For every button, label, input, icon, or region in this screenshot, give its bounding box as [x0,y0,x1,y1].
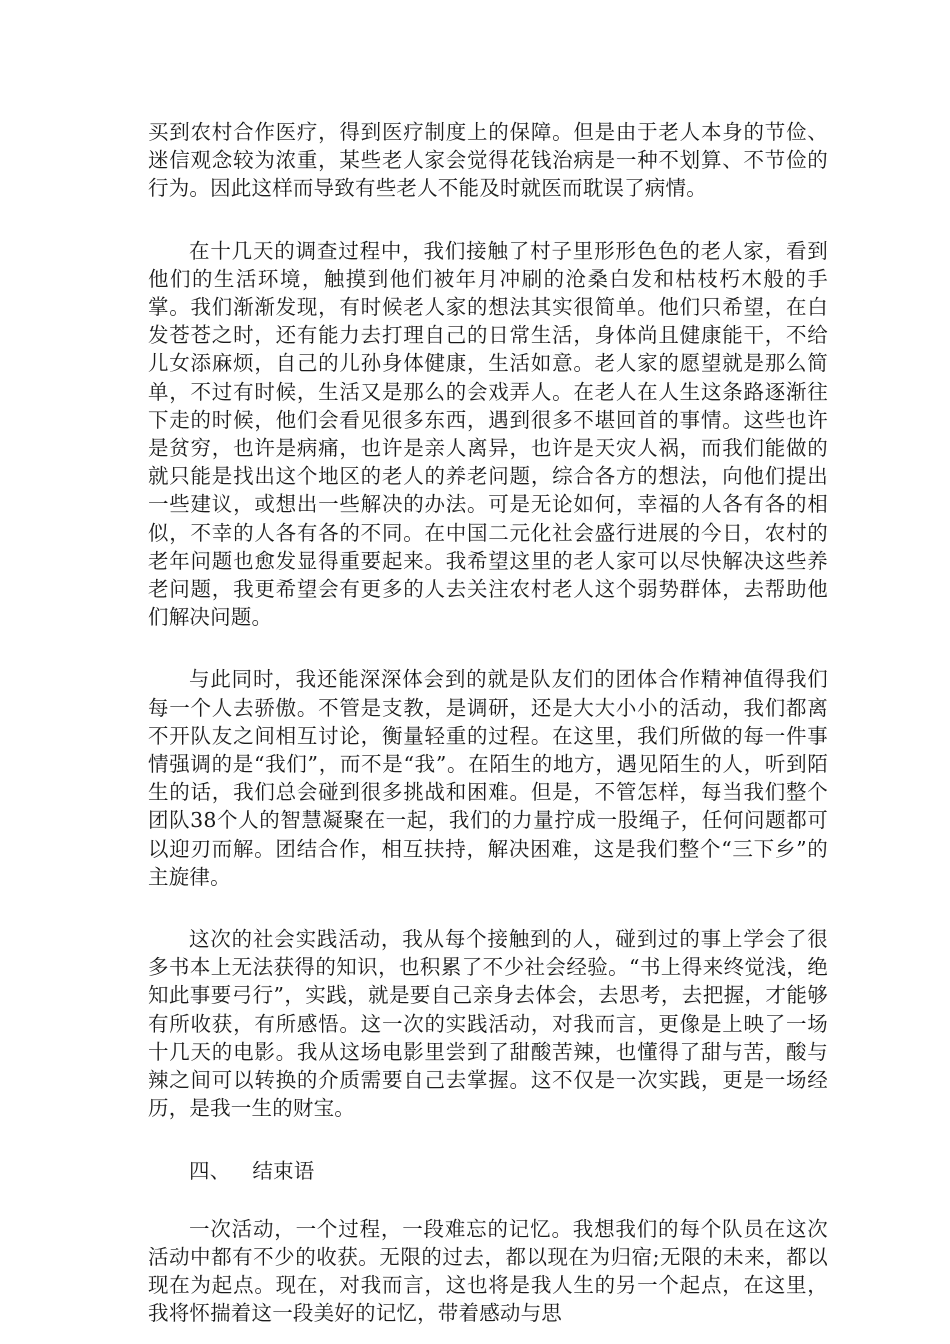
section-heading [148,1157,828,1185]
section-number: 四、 [189,1158,231,1183]
section-title: 结束语 [252,1158,315,1183]
paragraph-closing: 一次活动，一个过程，一段难忘的记忆。我想我们的每个队员在这次活动中都有不少的收获。无限的过去，都以现在为归宿;无限的未来，都以现在为起点。现在，对我而言，这也将是我人生的另一个起点，在这里，我将怀揣着这一段美好的记忆，带着感动与思 [148,1216,828,1326]
paragraph-practice-reflection: 这次的社会实践活动，我从每个接触到的人，碰到过的事上学会了很多书本上无法获得的知识，也积累了不少社会经验。“书上得来终觉浅，绝知此事要弓行”，实践，就是要自己亲身去体会，去思考，去把握，才能够有所收获，有所感悟。这一次的实践活动，对我而言，更像是上映了一场十几天的电影。我从这场电影里尝到了甜酸苦辣，也懂得了甜与苦，酸与辣之间可以转换的介质需要自己去掌握。这不仅是一次实践，更是一场经历，是我一生的财宝。 [148,927,828,1121]
paragraph-medical-care: 买到农村合作医疗，得到医疗制度上的保障。但是由于老人本身的节俭、迷信观念较为浓重，某些老人家会觉得花钱治病是一种不划算、不节俭的行为。因此这样而导致有些老人不能及时就医而耽误了病情。 [148,120,828,201]
paragraph-teamwork: 与此同时，我还能深深体会到的就是队友们的团体合作精神值得我们每一个人去骄傲。不管是支教，是调研，还是大大小小的活动，我们都离不开队友之间相互讨论，衡量轻重的过程。在这里，我们所做的每一件事情强调的是“我们”，而不是“我”。在陌生的地方，遇见陌生的人，听到陌生的话，我们总会碰到很多挑战和困难。但是，不管怎样，每当我们整个团队38个人的智慧凝聚在一起，我们的力量拧成一股绳子，任何问题都可以迎刃而解。团结合作，相互扶持，解决困难，这是我们整个“三下乡”的主旋律。 [148,667,828,889]
document-page [148,118,828,1328]
paragraph-survey-process: 在十几天的调查过程中，我们接触了村子里形形色色的老人家，看到他们的生活环境，触摸到他们被年月冲刷的沧桑白发和枯枝朽木般的手掌。我们渐渐发现，有时候老人家的想法其实很简单。他们只希望，在白发苍苍之时，还有能力去打理自己的日常生活，身体尚且健康能干，不给儿女添麻烦，自己的儿孙身体健康，生活如意。老人家的愿望就是那么简单，不过有时候，生活又是那么的会戏弄人。在老人在人生这条路逐渐往下走的时候，他们会看见很多东西，遇到很多不堪回首的事情。这些也许是贫穷，也许是病痛，也许是亲人离异，也许是天灾人祸，而我们能做的就只能是找出这个地区的老人的养老问题，综合各方的想法，向他们提出一些建议，或想出一些解决的办法。可是无论如何，幸福的人各有各的相似，不幸的人各有各的不同。在中国二元化社会盛行进展的今日，农村的老年问题也愈发显得重要起来。我希望这里的老人家可以尽快解决这些养老问题，我更希望会有更多的人去关注农村老人这个弱势群体，去帮助他们解决问题。 [148,238,828,630]
